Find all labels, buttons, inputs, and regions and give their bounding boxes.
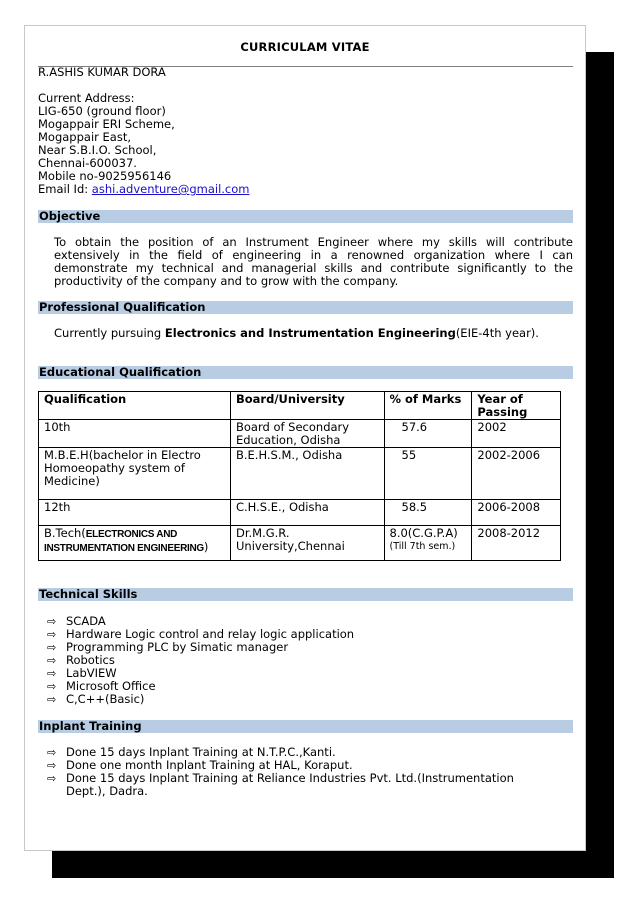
address-line: Chennai-600037. (38, 156, 137, 170)
training-list (38, 746, 546, 798)
section-heading-objective: Objective (38, 210, 573, 223)
objective-text: To obtain the position of an Instrument Engineer where my skills will contribute extensively in the field of engineering in a renowned organization where I can demonstrate my technical and managerial skills and contribute significantly to the productivity of the company and to grow with the company. (54, 235, 573, 288)
table-row (39, 420, 561, 448)
list-item: ⇨ Hardware Logic control and relay logic application (47, 627, 355, 641)
document-title: CURRICULAM VITAE (240, 40, 370, 54)
list-item: ⇨ Done 15 days Inplant Training at N.T.P.C.,Kanti. (47, 745, 336, 759)
list-item: ⇨ Robotics (47, 653, 115, 667)
address-line: LIG-650 (ground floor) (38, 104, 166, 118)
marks-note: (Till 7th sem.) (389, 541, 456, 552)
table-row (39, 500, 561, 526)
list-item: ⇨ Microsoft Office (47, 679, 156, 693)
arrow-right-outline-icon: ⇨ (47, 654, 57, 667)
table-header: % of Marks (384, 392, 472, 420)
table-cell: C.H.S.E., Odisha (230, 500, 384, 526)
skills-list (38, 615, 546, 706)
list-item: ⇨ Done one month Inplant Training at HAL, Koraput. (47, 758, 353, 772)
table-cell: 2006-2008 (472, 500, 561, 526)
table-header-row (39, 392, 561, 420)
arrow-right-outline-icon: ⇨ (47, 746, 57, 759)
contact-block (38, 66, 250, 196)
address-label: Current Address: (38, 91, 135, 105)
section-heading-training: Inplant Training (38, 720, 573, 733)
table-header: Year of Passing (472, 392, 561, 420)
mobile-number: Mobile no-9025956146 (38, 169, 172, 183)
table-cell: B.E.H.S.M., Odisha (230, 448, 384, 500)
list-item: ⇨ Done 15 days Inplant Training at Reliance Industries Pvt. Ltd.(Instrumentation Dept.), Dadra. (47, 771, 514, 798)
table-cell: 55 (384, 448, 472, 500)
education-table (38, 391, 561, 561)
arrow-right-outline-icon: ⇨ (47, 667, 57, 680)
list-item: ⇨ C,C++(Basic) (47, 692, 145, 706)
list-item: ⇨ SCADA (47, 614, 106, 628)
table-row (39, 448, 561, 500)
address-line: Mogappair ERI Scheme, (38, 117, 175, 131)
table-header: Board/University (230, 392, 384, 420)
arrow-right-outline-icon: ⇨ (47, 615, 57, 628)
address-line: Near S.B.I.O. School, (38, 143, 157, 157)
professional-qualification-text: Currently pursuing Electronics and Instrumentation Engineering(EIE-4th year). (54, 326, 539, 340)
arrow-right-outline-icon: ⇨ (47, 772, 57, 785)
section-heading-professional: Professional Qualification (38, 301, 573, 314)
table-cell: 12th (39, 500, 231, 526)
list-item: ⇨ Programming PLC by Simatic manager (47, 640, 289, 654)
email-link[interactable]: ashi.adventure@gmail.com (91, 182, 250, 196)
table-cell: 58.5 (384, 500, 472, 526)
address-line: Mogappair East, (38, 130, 131, 144)
table-cell: B.Tech(ELECTRONICS AND INSTRUMENTATION ENGINEERING) (39, 526, 231, 561)
arrow-right-outline-icon: ⇨ (47, 628, 57, 641)
table-cell: 2002-2006 (472, 448, 561, 500)
section-heading-skills: Technical Skills (38, 588, 573, 601)
table-cell: Dr.M.G.R. University,Chennai (230, 526, 384, 561)
table-cell: M.B.E.H(bachelor in Electro Homoeopathy system of Medicine) (39, 448, 231, 500)
table-cell: 8.0(C.G.P.A) (Till 7th sem.) (384, 526, 472, 561)
list-item: ⇨ LabVIEW (47, 666, 117, 680)
table-header: Qualification (39, 392, 231, 420)
course-name: Electronics and Instrumentation Engineering (164, 326, 456, 340)
arrow-right-outline-icon: ⇨ (47, 641, 57, 654)
table-row (39, 526, 561, 561)
table-cell: 57.6 (384, 420, 472, 448)
table-cell: 10th (39, 420, 231, 448)
table-cell: 2002 (472, 420, 561, 448)
arrow-right-outline-icon: ⇨ (47, 680, 57, 693)
email-row (38, 183, 250, 196)
table-cell: Board of Secondary Education, Odisha (230, 420, 384, 448)
email-label: Email Id: (38, 182, 92, 196)
resume-page (24, 25, 586, 851)
table-cell: 2008-2012 (472, 526, 561, 561)
section-heading-education: Educational Qualification (38, 366, 573, 379)
arrow-right-outline-icon: ⇨ (47, 693, 57, 706)
candidate-name: R.ASHIS KUMAR DORA (38, 65, 166, 79)
arrow-right-outline-icon: ⇨ (47, 759, 57, 772)
